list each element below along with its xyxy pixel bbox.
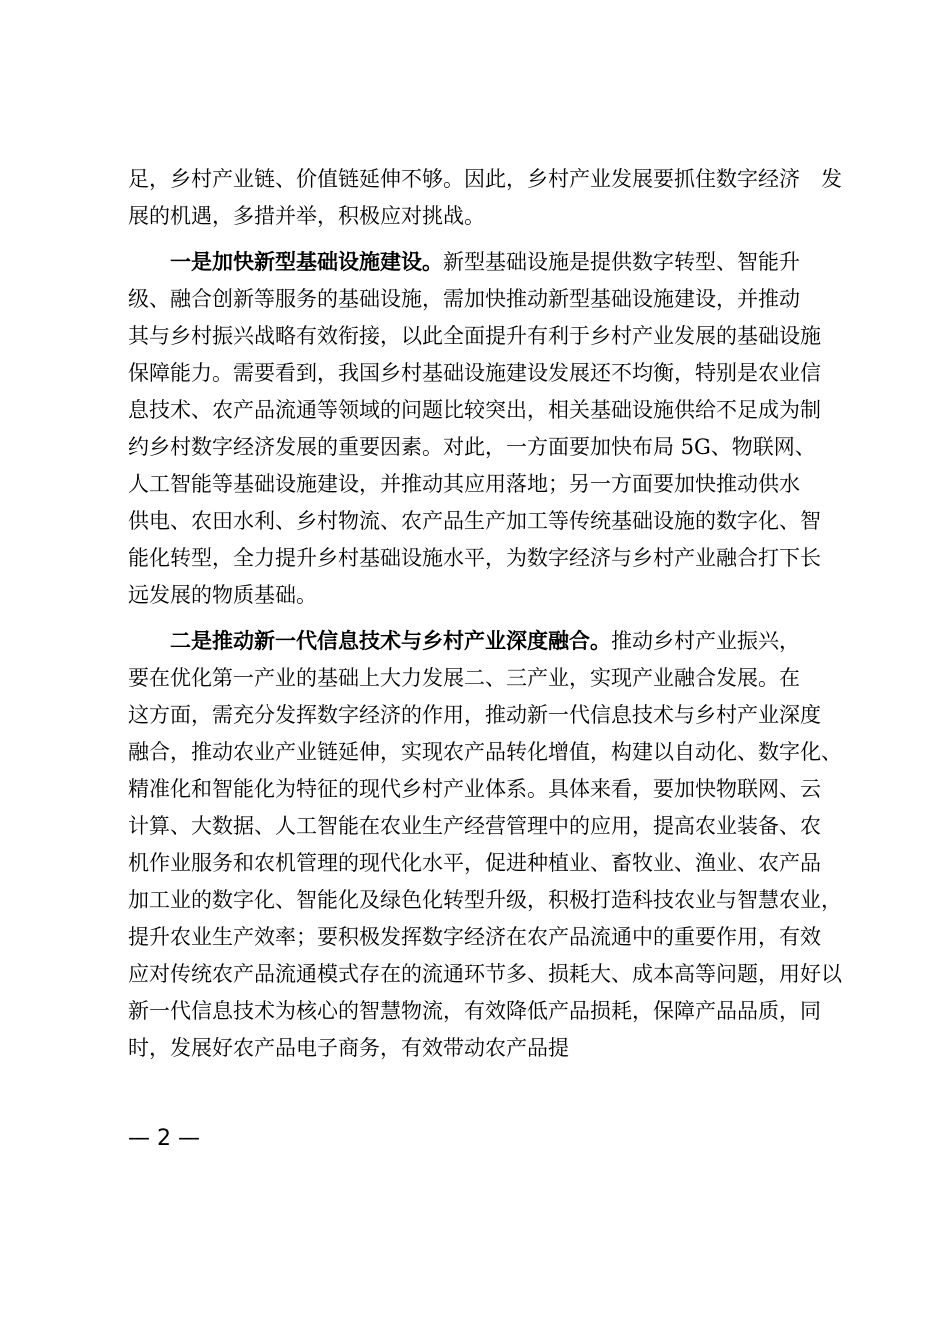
paragraph-2-line-8: 供电、农田水利、乡村物流、农产品生产加工等传统基础设施的数字化、智	[128, 509, 821, 533]
paragraph-2-line-6: 约乡村数字经济发展的重要因素。对此，一方面要加快布局 5G、物联网、	[128, 435, 816, 459]
paragraph-2-line-10: 远发展的物质基础。	[128, 583, 317, 607]
paragraph-2-line-1	[170, 247, 830, 277]
paragraph-3-line-1-text: 推动乡村产业振兴，	[611, 629, 800, 653]
paragraph-3-line-10: 应对传统农产品流通模式存在的流通环节多、损耗大、成本高等问题，用好以	[128, 962, 842, 986]
paragraph-2-line-7: 人工智能等基础设施建设，并推动其应用落地；另一方面要加快推动供水	[128, 472, 800, 496]
paragraph-3-line-4: 融合，推动农业产业链延伸，实现农产品转化增值，构建以自动化、数字化、	[128, 740, 842, 764]
paragraph-1-line-1: 足，乡村产业链、价值链延伸不够。因此，乡村产业发展要抓住数字经济 发	[128, 167, 842, 191]
paragraph-3-line-8: 加工业的数字化、智能化及绿色化转型升级，积极打造科技农业与智慧农业，	[128, 888, 842, 912]
paragraph-1-line-2: 展的机遇，多措并举，积极应对挑战。	[128, 204, 485, 228]
paragraph-2-line-2: 级、融合创新等服务的基础设施，需加快推动新型基础设施建设，并推动	[128, 287, 800, 311]
paragraph-3-line-2: 要在优化第一产业的基础上大力发展二、三产业，实现产业融合发展。在	[128, 666, 800, 690]
paragraph-3-line-3: 这方面，需充分发挥数字经济的作用，推动新一代信息技术与乡村产业深度	[128, 703, 821, 727]
paragraph-3-line-5: 精准化和智能化为特征的现代乡村产业体系。具体来看，要加快物联网、云	[128, 777, 821, 801]
paragraph-3-line-1	[170, 626, 830, 656]
paragraph-3-lead: 二是推动新一代信息技术与乡村产业深度融合。	[170, 629, 611, 653]
paragraph-2-line-5: 息技术、农产品流通等领域的问题比较突出，相关基础设施供给不足成为制	[128, 398, 821, 422]
paragraph-2-line-4: 保障能力。需要看到，我国乡村基础设施建设发展还不均衡，特别是农业信	[128, 361, 821, 385]
paragraph-3-line-7: 机作业服务和农机管理的现代化水平，促进种植业、畜牧业、渔业、农产品	[128, 851, 821, 875]
paragraph-2-line-1-text: 新型基础设施是提供数字转型、智能升	[443, 250, 800, 274]
paragraph-2-lead: 一是加快新型基础设施建设。	[170, 250, 443, 274]
paragraph-2-line-9: 能化转型，全力提升乡村基础设施水平，为数字经济与乡村产业融合打下长	[128, 546, 821, 570]
paragraph-3-line-9: 提升农业生产效率；要积极发挥数字经济在农产品流通中的重要作用，有效	[128, 925, 821, 949]
paragraph-2-line-3: 其与乡村振兴战略有效衔接，以此全面提升有利于乡村产业发展的基础设施	[128, 324, 821, 348]
paragraph-3-line-11: 新一代信息技术为核心的智慧物流，有效降低产品损耗，保障产品品质，同	[128, 999, 821, 1023]
paragraph-3-line-12: 时，发展好农产品电子商务，有效带动农产品提	[128, 1036, 569, 1060]
paragraph-3-line-6: 计算、大数据、人工智能在农业生产经营管理中的应用，提高农业装备、农	[128, 814, 821, 838]
page-number: — 2 —	[128, 1126, 200, 1151]
